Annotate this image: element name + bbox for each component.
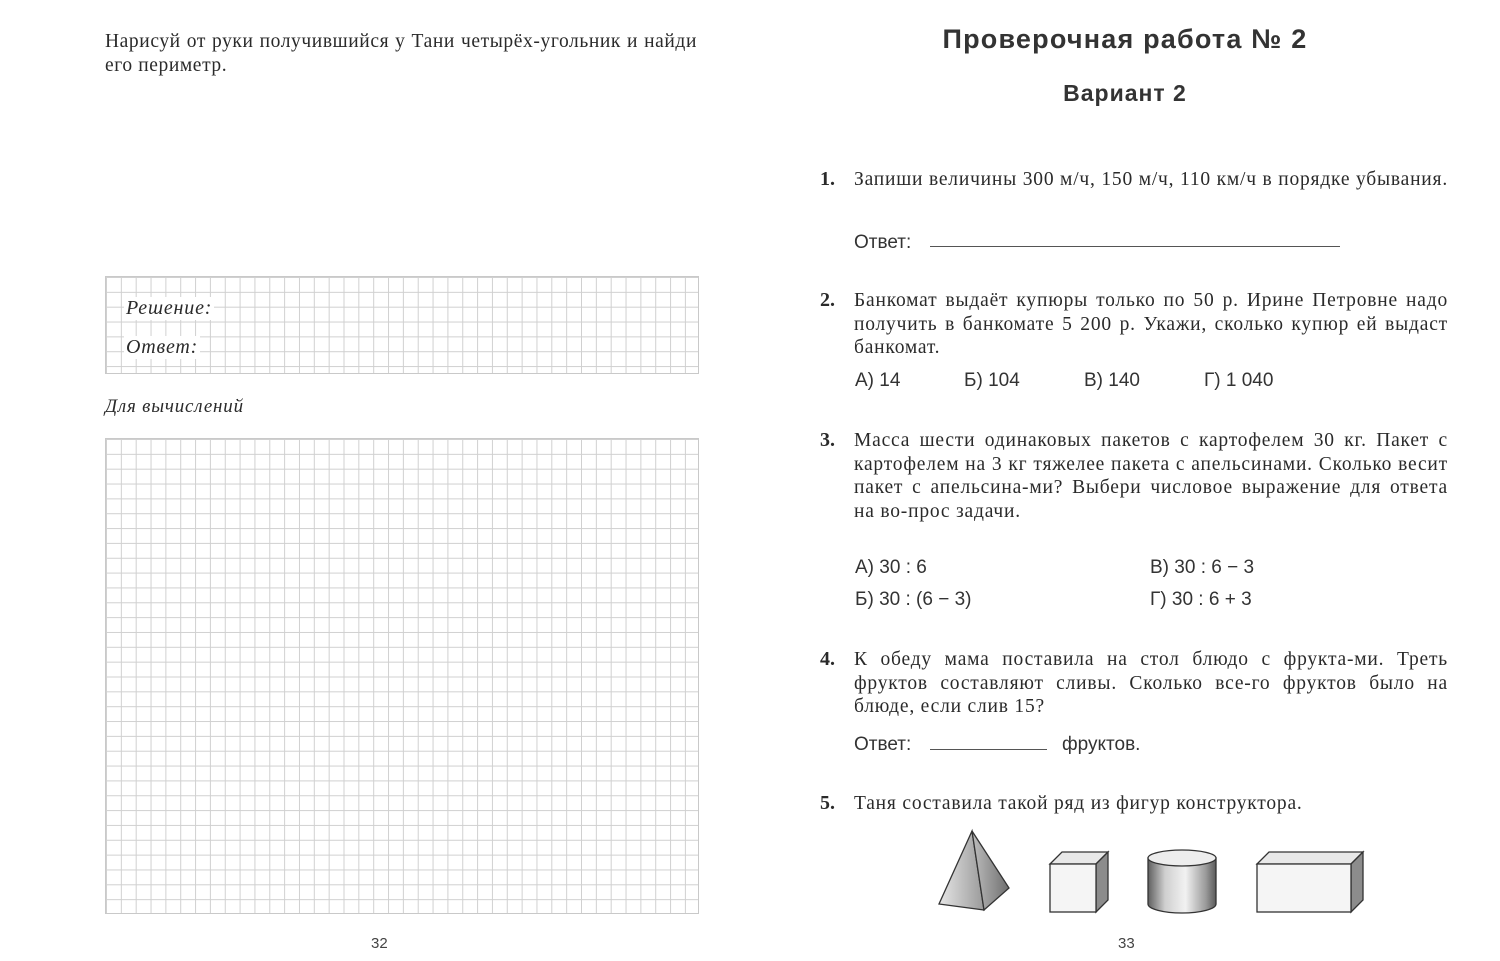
answer-label: Ответ: bbox=[126, 336, 199, 358]
answer-label: Ответ: bbox=[854, 734, 912, 755]
option-a[interactable]: А) 30 : 6 bbox=[855, 557, 927, 578]
cylinder-icon bbox=[1146, 848, 1218, 916]
task-text: Таня составила такой ряд из фигур конструктора. bbox=[854, 793, 1303, 814]
option-g[interactable]: Г) 1 040 bbox=[1204, 370, 1274, 391]
task-number: 1. bbox=[820, 168, 835, 190]
page-number: 32 bbox=[371, 935, 388, 952]
option-b[interactable]: Б) 30 : (6 − 3) bbox=[855, 589, 972, 610]
task-text: К обеду мама поставила на стол блюдо с фрукта-ми. Треть фруктов составляют сливы. Сколько все-го фруктов было на блюде, если слив 15? bbox=[854, 649, 1448, 717]
solution-label: Решение: bbox=[126, 297, 213, 319]
answer-label: Ответ: bbox=[854, 232, 912, 253]
pyramid-icon bbox=[936, 828, 1012, 914]
task-number: 5. bbox=[820, 792, 835, 814]
option-g[interactable]: Г) 30 : 6 + 3 bbox=[1150, 589, 1252, 610]
answer-blank[interactable] bbox=[930, 246, 1340, 247]
page-number: 33 bbox=[1118, 935, 1135, 952]
answer-suffix: фруктов. bbox=[1062, 734, 1141, 755]
task-text: Банкомат выдаёт купюры только по 50 р. Ирине Петровне надо получить в банкомате 5 200 р. Укажи, сколько купюр ей выдаст банкомат. bbox=[854, 290, 1448, 358]
option-b[interactable]: Б) 104 bbox=[964, 370, 1020, 391]
right-page bbox=[750, 0, 1500, 961]
task-number: 3. bbox=[820, 429, 835, 451]
variant-title: Вариант 2 bbox=[1063, 80, 1187, 106]
task-text: Масса шести одинаковых пакетов с картофелем 30 кг. Пакет с картофелем на 3 кг тяжелее пакета с апельсинами. Сколько весит пакет с апельсина-ми? Выбери числовое выражение для ответа на во-прос задачи. bbox=[854, 430, 1448, 522]
box-icon bbox=[1255, 850, 1365, 914]
answer-blank[interactable] bbox=[930, 749, 1047, 750]
page-title: Проверочная работа № 2 bbox=[942, 24, 1308, 54]
option-a[interactable]: А) 14 bbox=[855, 370, 901, 391]
answer-grid[interactable] bbox=[105, 276, 699, 374]
task-number: 4. bbox=[820, 648, 835, 670]
option-v[interactable]: В) 30 : 6 − 3 bbox=[1150, 557, 1255, 578]
calc-label: Для вычислений bbox=[105, 396, 244, 417]
task-text: Запиши величины 300 м/ч, 150 м/ч, 110 км/ч в порядке убывания. bbox=[854, 169, 1448, 190]
task-number: 2. bbox=[820, 289, 835, 311]
intro-text: Нарисуй от руки получившийся у Тани четырёх-угольник и найди его периметр. bbox=[105, 31, 697, 76]
calculation-grid[interactable] bbox=[105, 438, 699, 914]
cube-icon bbox=[1048, 850, 1110, 914]
option-v[interactable]: В) 140 bbox=[1084, 370, 1140, 391]
